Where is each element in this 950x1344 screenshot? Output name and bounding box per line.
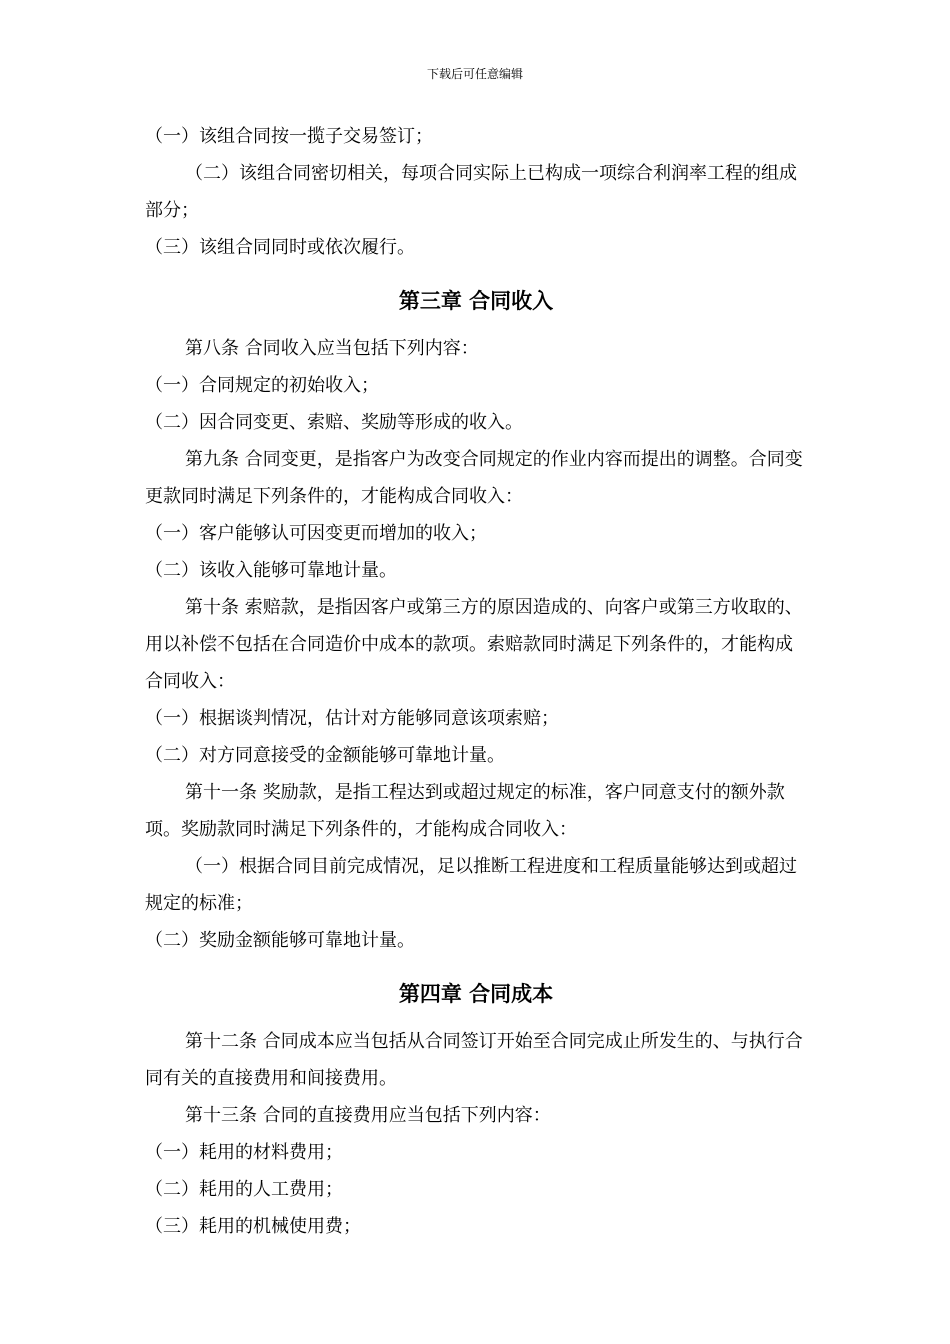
article-paragraph: 第八条 合同收入应当包括下列内容： xyxy=(185,338,479,359)
list-item: （三）该组合同同时或依次履行。 xyxy=(145,237,415,258)
page-header: 下载后可任意编辑 xyxy=(426,67,523,81)
list-item: （二）因合同变更、索赔、奖励等形成的收入。 xyxy=(145,412,523,433)
list-item: （一）客户能够认可因变更而增加的收入； xyxy=(145,523,487,544)
list-item: （三）耗用的机械使用费； xyxy=(145,1216,361,1237)
article-paragraph: 第十三条 合同的直接费用应当包括下列内容： xyxy=(185,1105,551,1126)
chapter-heading: 第三章 合同收入 xyxy=(398,289,554,313)
list-item: （一）耗用的材料费用； xyxy=(145,1142,343,1163)
list-item: （二）耗用的人工费用； xyxy=(145,1179,343,1200)
article-paragraph: 第十条 索赔款，是指因客户或第三方的原因造成的、向客户或第三方收取的、用以补偿不包括在合同造价中成本的款项。索赔款同时满足下列条件的，才能构成合同收入： xyxy=(145,597,803,692)
paragraph: （二）该组合同密切相关，每项合同实际上已构成一项综合利润率工程的组成部分； xyxy=(145,163,797,221)
paragraph: （一）根据合同目前完成情况，足以推断工程进度和工程质量能够达到或超过规定的标准； xyxy=(145,856,797,914)
chapter-heading: 第四章 合同成本 xyxy=(398,982,554,1006)
article-paragraph: 第九条 合同变更，是指客户为改变合同规定的作业内容而提出的调整。合同变更款同时满足下列条件的，才能构成合同收入： xyxy=(145,449,803,507)
document-body xyxy=(145,118,807,1245)
article-paragraph: 第十一条 奖励款，是指工程达到或超过规定的标准，客户同意支付的额外款项。奖励款同时满足下列条件的，才能构成合同收入： xyxy=(145,782,785,840)
list-item: （一）根据谈判情况，估计对方能够同意该项索赔； xyxy=(145,708,559,729)
list-item: （二）对方同意接受的金额能够可靠地计量。 xyxy=(145,745,505,766)
list-item: （一）该组合同按一揽子交易签订； xyxy=(145,126,433,147)
list-item: （二）奖励金额能够可靠地计量。 xyxy=(145,930,415,951)
list-item: （一）合同规定的初始收入； xyxy=(145,375,379,396)
list-item: （二）该收入能够可靠地计量。 xyxy=(145,560,397,581)
article-paragraph: 第十二条 合同成本应当包括从合同签订开始至合同完成止所发生的、与执行合同有关的直接费用和间接费用。 xyxy=(145,1031,803,1089)
